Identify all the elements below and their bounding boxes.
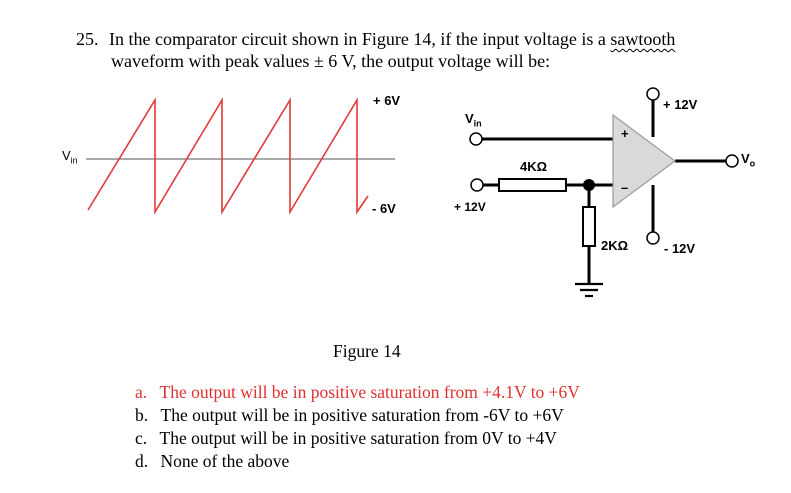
op-amp-minus: – xyxy=(621,180,629,195)
pos-supply-label: + 12V xyxy=(663,97,698,112)
answer-b-letter: b. xyxy=(135,405,149,425)
resistor-4k xyxy=(499,179,566,191)
sawtooth-waveform xyxy=(86,100,395,212)
neg-supply-label: - 12V xyxy=(664,241,696,256)
question-text-1: In the comparator circuit shown in Figure 14, if the input voltage is a xyxy=(109,29,611,49)
vo-terminal xyxy=(726,155,738,167)
waveform-neg-peak-label: - 6V xyxy=(372,201,396,216)
pos-supply-terminal xyxy=(647,88,659,100)
resistor-2k xyxy=(583,207,595,246)
answer-b-text: The output will be in positive saturation from -6V to +6V xyxy=(160,405,564,425)
figure-caption: Figure 14 xyxy=(333,341,401,361)
question-number: 25. xyxy=(76,29,99,49)
answer-b[interactable] xyxy=(135,405,564,426)
neg-supply-terminal xyxy=(647,232,659,244)
answer-c[interactable] xyxy=(135,428,557,449)
ref-supply-terminal xyxy=(471,179,483,191)
op-amp-plus: + xyxy=(621,126,629,141)
resistor-4k-label: 4KΩ xyxy=(520,159,548,174)
circuit-vin-label: $V_{in}$ xyxy=(465,111,482,129)
question-underlined-word: sawtooth xyxy=(610,29,676,49)
junction-node xyxy=(583,179,595,191)
waveform-vin-label: $V_{in}$ xyxy=(62,148,78,166)
question-text-2: waveform with peak values ± 6 V, the output voltage will be: xyxy=(111,51,551,71)
answer-d-text: None of the above xyxy=(160,451,290,471)
answer-a-text: The output will be in positive saturation from +4.1V to +6V xyxy=(159,382,580,402)
vin-terminal xyxy=(470,133,482,145)
ground-symbol xyxy=(575,284,603,296)
resistor-2k-label: 2KΩ xyxy=(601,238,629,253)
answer-d[interactable] xyxy=(135,451,289,472)
sawtooth-line xyxy=(88,100,368,212)
answer-c-letter: c. xyxy=(135,428,148,448)
waveform-pos-peak-label: + 6V xyxy=(373,93,401,108)
answer-d-letter: d. xyxy=(135,451,149,471)
answer-a-letter: a. xyxy=(135,382,148,402)
ref-supply-label: + 12V xyxy=(454,200,486,214)
answer-c-text: The output will be in positive saturation from 0V to +4V xyxy=(159,428,557,448)
answer-a[interactable] xyxy=(135,382,580,403)
vo-label: $V_o$ xyxy=(741,151,756,169)
